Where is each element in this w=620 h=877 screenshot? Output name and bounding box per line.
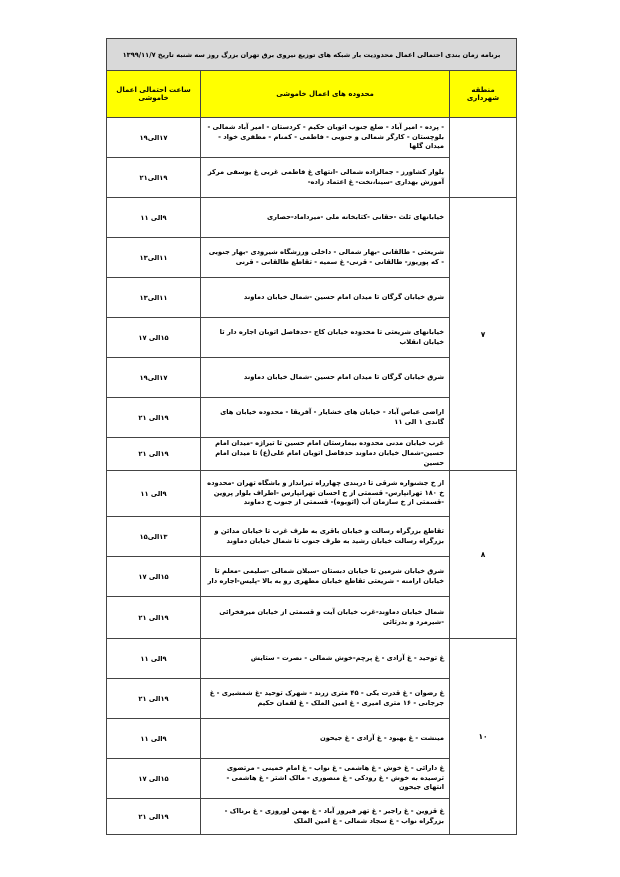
header-areas: محدوده های اعمال خاموشی xyxy=(201,71,450,118)
area-cell: شریعتی - طالقانی -بهار شمالی - داخلی ورزشگاه شیرودی -بهار جنوبی - که پوریوز- طالقانی - قرنی- غ سمیه - تقاطع طالقانی - قرنی xyxy=(201,238,450,278)
time-cell: ۱۷الی۱۹ xyxy=(107,358,201,398)
area-cell: خیابانهای ثلث -حقانی -کتابخانه ملی -میرداماد-حصاری xyxy=(201,198,450,238)
time-cell: ۱۹الی ۲۱ xyxy=(107,799,201,835)
area-cell: غ دارائی - غ خوش - غ هاشمی - غ نواب - غ امام خمینی - مرتضوی ترسیده به خوش - غ رودکی - غ منصوری - مالک اشتر - غ هاشمی - انتهای جیحون xyxy=(201,759,450,799)
region-cell: ۱۰ xyxy=(450,639,517,835)
area-cell: غ رضوان - غ قدرت یکی - ۴۵ متری زرند - شهرک توحید -غ شمشیری - غ جرجانی - ۱۶ متری امیری - غ امین الملک - غ لقمان حکیم xyxy=(201,679,450,719)
region-cell: ۷ xyxy=(450,198,517,471)
table-row xyxy=(107,198,517,238)
table-row xyxy=(107,639,517,679)
table-row xyxy=(107,118,517,158)
time-cell: ۱۵الی ۱۷ xyxy=(107,759,201,799)
table-title: برنامه زمان بندی احتمالی اعمال محدودیت بار شبکه های توزیع نیروی برق تهران بزرگ روز سه شنبه تاریخ ۱۳۹۹/۱۱/۷ xyxy=(107,39,517,71)
area-cell: از خ جشنواره شرقی تا دربندی چهارراه تیرانداز و باشگاه تهران -محدوده خ ۱۸۰ تهرانپارس- قسمتی از خ احسان تهرانپارس -اطراف بلوار پروین -قسمتی از خ سازمان آب (اتوبوه)- قسمتی از جنوب خ دماوند xyxy=(201,471,450,517)
header-region: منطقه شهرداری xyxy=(450,71,517,118)
time-cell: ۱۹الی ۲۱ xyxy=(107,597,201,639)
outage-schedule-table xyxy=(106,38,517,835)
time-cell: ۹الی ۱۱ xyxy=(107,198,201,238)
time-cell: ۱۱الی۱۳ xyxy=(107,238,201,278)
area-cell: غرب خیابان مدنی محدوده بیمارستان امام حسین تا تیراژه -میدان امام حسین-شمال خیابان دماوند حدفاصل اتوبان امام علی(ع) تا میدان امام حسین xyxy=(201,438,450,471)
area-cell: اراضی عباس آباد - خیابان های خشایار - آفریقا - محدوده خیابان های گاندی ۱ الی ۱۱ xyxy=(201,398,450,438)
table-row xyxy=(107,471,517,517)
time-cell: ۹الی ۱۱ xyxy=(107,719,201,759)
header-time: ساعت احتمالی اعمال خاموشی xyxy=(107,71,201,118)
area-cell: غ توحید - غ آزادی - غ پرچم-خوش شمالی - نصرت - ستایش xyxy=(201,639,450,679)
time-cell: ۱۷الی۱۹ xyxy=(107,118,201,158)
time-cell: ۱۵الی ۱۷ xyxy=(107,318,201,358)
time-cell: ۱۳الی۱۵ xyxy=(107,517,201,557)
schedule-sheet xyxy=(106,38,516,835)
area-cell: مینشت - غ بهبود - غ آزادی - غ جیحون xyxy=(201,719,450,759)
time-cell: ۱۹الی ۲۱ xyxy=(107,438,201,471)
area-cell: غ قزوین - غ راجیر - غ تهر فیروز آباد - غ بهمن لوروزی - غ برنااک - بزرگراه نواب - غ سجاد شمالی - غ امین الملک xyxy=(201,799,450,835)
time-cell: ۱۹الی ۲۱ xyxy=(107,398,201,438)
area-cell: شمال خیابان دماوند-غرب خیابان آیت و قسمتی از خیابان میرفخرائی -شیرمرد و بدرتائی xyxy=(201,597,450,639)
area-cell: شرق خیابان گرگان تا میدان امام حسین -شمال خیابان دماوند xyxy=(201,278,450,318)
area-cell: شرق خیابان گرگان تا میدان امام حسین -شمال خیابان دماوند xyxy=(201,358,450,398)
area-cell: بلوار کشاورز - جمالزاده شمالی -انتهای غ فاطمی غربی غ یوسفی مرکز آموزش بهداری -سینا،نخت- غ اعتماد زاده- xyxy=(201,158,450,198)
time-cell: ۱۹الی ۲۱ xyxy=(107,679,201,719)
time-cell: ۱۵الی ۱۷ xyxy=(107,557,201,597)
area-cell: شرق خیابان شرمین تا خیابان دبستان -سبلان شمالی -سلیمی -معلم تا خیابان ارامنه - شریعتی تقاطع خیابان مطهری رو به بالا -پلیس-اجاره دار xyxy=(201,557,450,597)
time-cell: ۹الی ۱۱ xyxy=(107,471,201,517)
time-cell: ۱۱الی۱۳ xyxy=(107,278,201,318)
region-cell xyxy=(450,118,517,198)
area-cell: خیابانهای شریعتی تا محدوده خیابان کاج -حدفاصل اتوبان اجاره دار تا خیابان انقلاب xyxy=(201,318,450,358)
area-cell: تقاطع بزرگراه رسالت و خیابان باقری به طرف غرب تا خیابان مدائن و بزرگراه رسالت خیابان رشید به طرف جنوب تا شمال خیابان دماوند xyxy=(201,517,450,557)
region-cell: ۸ xyxy=(450,471,517,639)
time-cell: ۱۹الی۲۱ xyxy=(107,158,201,198)
time-cell: ۹الی ۱۱ xyxy=(107,639,201,679)
area-cell: - پرده - امیر آباد - ضلع جنوب اتوبان حکیم - کردستان - امیر آباد شمالی - بلوچستان - کارگر شمالی و جنوبی - فاطمی - کمنام - مظفری خواد - میدان گلها xyxy=(201,118,450,158)
